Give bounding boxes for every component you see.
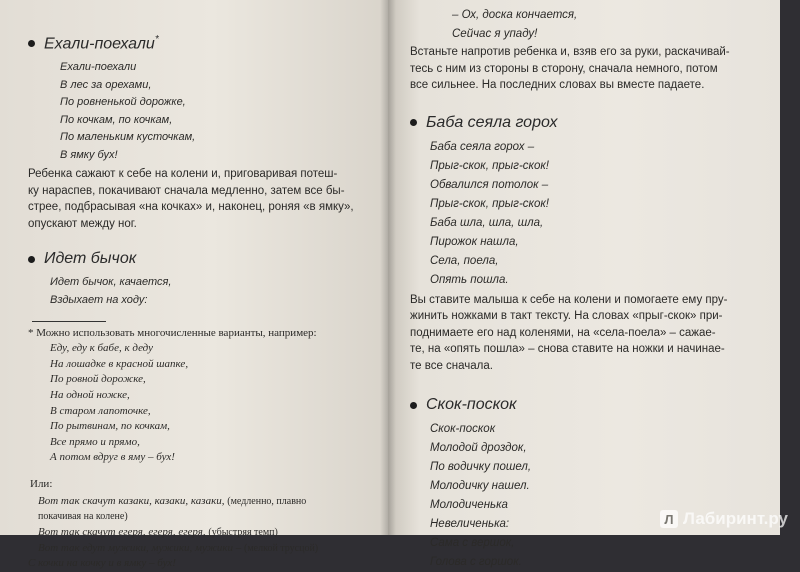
watermark-text: Лабиринт.ру — [682, 509, 788, 528]
poem-line: На одной ножке, — [50, 388, 130, 401]
text-line: те все сначала. — [410, 359, 493, 372]
poem-line: По ровненькой дорожке, — [60, 96, 186, 109]
text-line: Ребенка сажают к себе на колени и, приговаривая потеш- — [28, 168, 338, 181]
labirint-watermark — [660, 509, 788, 529]
instruction-idet-bychok — [410, 44, 770, 94]
text-line: Вы ставите малыша к себе на колени и помогаете ему пру- — [410, 293, 728, 306]
section-title: Баба сеяла горох — [426, 113, 558, 131]
poem-line: По рытвинам, по кочкам, — [50, 420, 170, 433]
poem-ekhali — [28, 59, 374, 164]
bullet-dot-icon — [410, 402, 417, 409]
footnote-verse-2 — [28, 494, 374, 572]
poem-line: Невеличенька: — [430, 518, 510, 530]
poem-line: Села, поела, — [430, 254, 499, 267]
poem-line: Вздыхает на ходу: — [50, 293, 148, 306]
section-heading-ekhali — [28, 34, 374, 53]
instruction-baba — [410, 292, 770, 375]
footnote — [28, 326, 374, 572]
poem-line: А потом вдруг в яму – бух! — [50, 451, 175, 464]
poem-line: По водичку пошел, — [430, 461, 532, 473]
section-heading-skok — [410, 396, 770, 414]
labirint-logo-icon: Л — [660, 510, 678, 528]
section-title: Ехали-поехали* — [44, 34, 159, 53]
poem-baba — [410, 138, 770, 290]
bullet-dot-icon — [410, 119, 417, 126]
bullet-dot-icon — [28, 40, 35, 47]
poem-line: Баба шла, шла, шла, — [430, 216, 544, 229]
instruction-ekhali — [28, 166, 374, 232]
footnote-mark: * — [154, 34, 159, 45]
poem-line: Еду, еду к бабе, к деду — [50, 342, 153, 355]
footnote-divider — [32, 321, 106, 322]
bullet-dot-icon — [28, 256, 35, 263]
poem-line: С кочки на кочку и в ямку – бух! — [28, 557, 176, 570]
poem-line: На лошадке в красной шапке, — [50, 357, 189, 370]
text-line: стрее, подбрасывая «на кочках» и, наконец, роняя «в ямку», — [28, 201, 354, 214]
footnote-or: Или: — [30, 477, 53, 490]
text-line: поднимаете его над коленями, на «села-поела» – сажае- — [410, 326, 716, 339]
text-line: ку нараспев, покачивают сначала медленно, затем все бы- — [28, 184, 345, 197]
section-title: Идет бычок — [44, 250, 137, 268]
poem-line: В ямку бух! — [60, 148, 118, 161]
section-title: Скок-поскок — [426, 396, 517, 413]
poem-line: Обвалился потолок – — [430, 178, 549, 191]
text-line: все сильнее. На последних словах вы вместе падаете. — [410, 79, 705, 91]
text-line: опускают между ног. — [28, 217, 137, 230]
poem-line: Прыг-скок, прыг-скок! — [430, 197, 549, 210]
poem-line: Все прямо и прямо, — [50, 435, 140, 448]
poem-line: По ровной дорожке, — [50, 373, 146, 386]
poem-line: Вот так скачут егеря, егеря, егеря, (убыстряя темп) — [38, 526, 278, 539]
section-heading-baba — [410, 114, 770, 132]
text-line: те, на «опять пошла» – снова ставите на ножки и начинае- — [410, 343, 725, 355]
text-line: Встаньте напротив ребенка и, взяв его за руки, раскачивай- — [410, 46, 730, 58]
poem-line: В лес за орехами, — [60, 78, 152, 91]
poem-line: Вот так скачут казаки, казаки, казаки, (медленно, плавно — [38, 494, 307, 507]
left-page — [0, 0, 388, 570]
poem-idet-bychok — [28, 274, 374, 309]
poem-line: Опять пошла. — [430, 273, 509, 286]
poem-line: Голова с горшок. — [430, 556, 522, 568]
poem-line: Пирожок нашла, — [430, 235, 519, 248]
poem-note: покачивая на колене) — [38, 511, 128, 523]
poem-line: Вот так едут мужики, мужики, мужики – (мелкой трусцой) — [38, 541, 319, 554]
poem-line: Молодой дроздок, — [430, 442, 527, 454]
section-heading-idet-bychok — [28, 250, 374, 268]
poem-line: Молодиченька — [430, 499, 508, 511]
book-spine-shadow — [380, 0, 396, 535]
poem-line: В старом лапоточке, — [50, 404, 151, 417]
poem-line: Молодичку нашел. — [430, 480, 530, 492]
poem-skok — [410, 420, 770, 572]
poem-continuation — [410, 6, 770, 44]
poem-line: Ехали-поехали — [60, 61, 137, 74]
poem-line: Баба сеяла горох – — [430, 140, 535, 153]
text-line: тесь с ним из стороны в сторону, сначала немного, потом — [410, 62, 718, 75]
poem-line: Сейчас я упаду! — [452, 28, 538, 40]
footnote-intro: * Можно использовать многочисленные варианты, например: — [28, 327, 317, 340]
poem-line: Скок-поскок — [430, 423, 496, 435]
poem-line: – Ох, доска кончается, — [452, 9, 578, 21]
right-page — [388, 0, 780, 568]
poem-line: Сама с вершок, — [430, 537, 515, 549]
poem-line: По кочкам, по кочкам, — [60, 113, 173, 126]
text-line: жинить ножками в такт тексту. На словах «прыг-скок» при- — [410, 310, 723, 322]
footnote-verse-1 — [28, 341, 374, 466]
poem-line: Идет бычок, качается, — [50, 276, 172, 289]
poem-line: По маленьким кусточкам, — [60, 131, 196, 144]
poem-line: Прыг-скок, прыг-скок! — [430, 159, 549, 172]
